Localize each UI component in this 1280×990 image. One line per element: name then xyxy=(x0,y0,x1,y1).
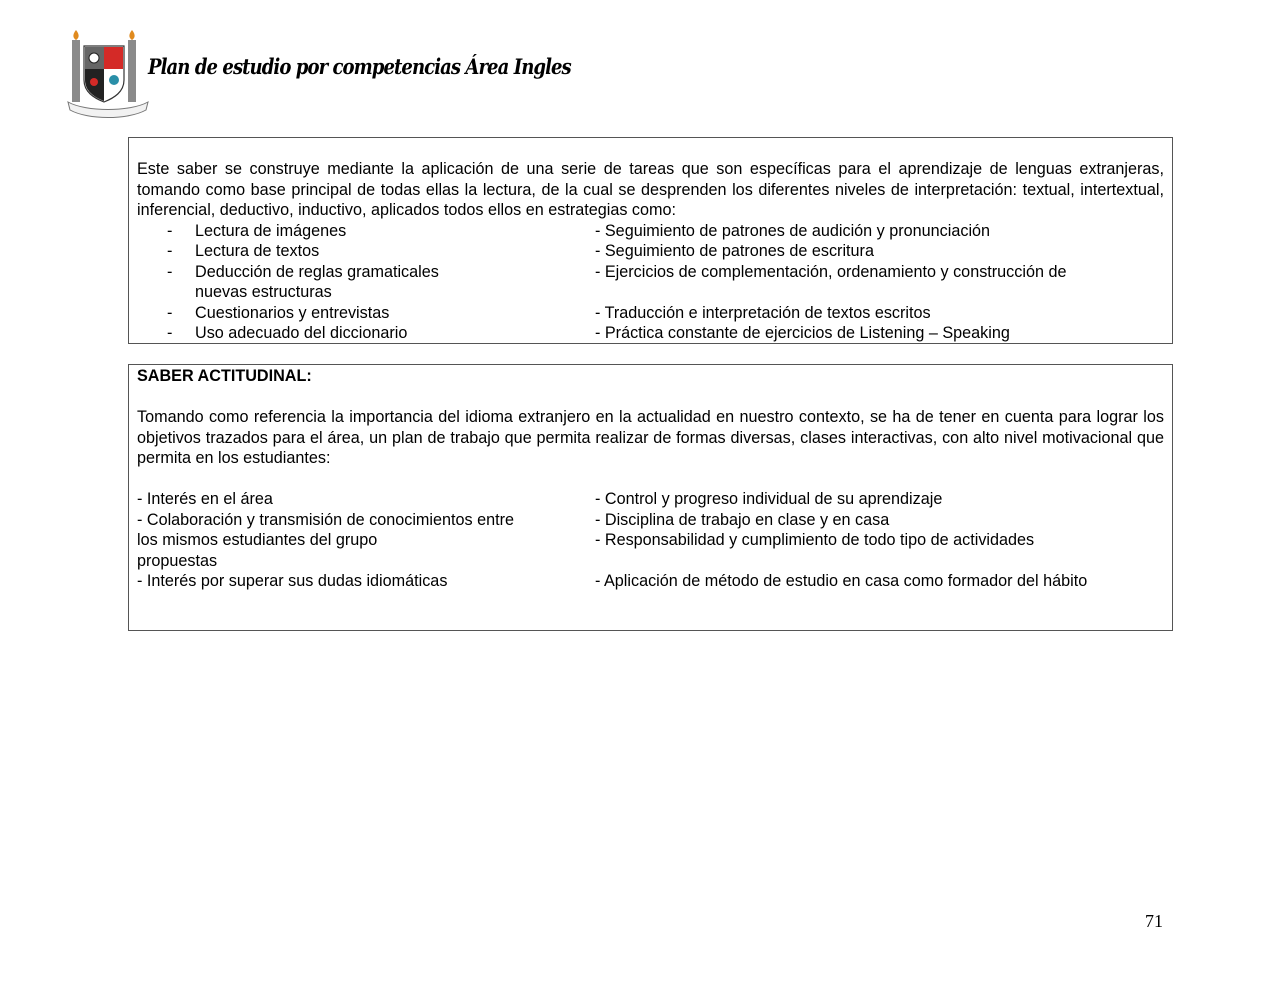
list-item xyxy=(137,323,1164,344)
strategies-intro-paragraph: Este saber se construye mediante la aplicación de una serie de tareas que son específicas para el aprendizaje de lenguas extranjeras, tomando como base principal de todas ellas la lectura, de la cual se desprenden los diferentes niveles de interpretación: textual, intertextual, inferencial, deductivo, inductivo, aplicados todos ellos en estrategias como: xyxy=(137,160,1164,219)
bullet-dash: - xyxy=(167,242,173,260)
strategy-right: - Práctica constante de ejercicios de Listening – Speaking xyxy=(595,324,1010,342)
list-item xyxy=(137,571,1164,592)
list-item xyxy=(137,510,1164,531)
attitude-right: - Disciplina de trabajo en clase y en casa xyxy=(595,510,890,529)
list-item xyxy=(137,221,1164,242)
list-item xyxy=(137,241,1164,262)
strategy-right: - Seguimiento de patrones de escritura xyxy=(595,242,874,260)
strategy-left: Cuestionarios y entrevistas xyxy=(195,303,390,322)
spacer xyxy=(137,469,1164,490)
section-heading: SABER ACTITUDINAL: xyxy=(137,367,312,385)
list-item xyxy=(137,530,1164,551)
strategy-right: - Seguimiento de patrones de audición y pronunciación xyxy=(595,221,991,240)
list-item xyxy=(137,551,1164,572)
bullet-dash: - xyxy=(167,324,173,342)
school-crest-icon xyxy=(66,28,150,122)
strategy-left: Deducción de reglas gramaticales xyxy=(195,262,439,281)
list-item xyxy=(137,303,1164,324)
spacer xyxy=(137,387,1164,408)
attitude-right: - Control y progreso individual de su aprendizaje xyxy=(595,490,943,508)
list-item xyxy=(137,262,1164,283)
page-header xyxy=(66,28,571,122)
page-number: 71 xyxy=(1145,911,1163,931)
attitudinal-paragraph: Tomando como referencia la importancia del idioma extranjero en la actualidad en nuestro contexto, se ha de tener en cuenta para lograr los objetivos trazados para el área, un plan de trabajo que permita realizar de formas diversas, clases interactivas, con alto nivel motivacional que permita en los estudiantes: xyxy=(137,408,1164,467)
attitude-left: - Interés en el área xyxy=(137,490,273,508)
attitude-right: - Responsabilidad y cumplimiento de todo tipo de actividades xyxy=(595,531,1035,549)
strategy-right: - Traducción e interpretación de textos escritos xyxy=(595,303,931,322)
saber-actitudinal-box xyxy=(128,364,1173,631)
list-item xyxy=(137,489,1164,510)
attitude-right: - Aplicación de método de estudio en casa como formador del hábito xyxy=(595,572,1088,590)
attitude-left: propuestas xyxy=(137,551,218,570)
bullet-dash: - xyxy=(167,303,173,322)
strategy-right: - Ejercicios de complementación, ordenamiento y construcción de xyxy=(595,262,1067,281)
strategy-left: Lectura de textos xyxy=(195,242,320,260)
attitude-left: - Interés por superar sus dudas idiomáticas xyxy=(137,572,448,590)
saber-procedimental-box xyxy=(128,137,1173,344)
strategy-left: Uso adecuado del diccionario xyxy=(195,324,408,342)
strategy-continuation: nuevas estructuras xyxy=(195,283,332,301)
bullet-dash: - xyxy=(167,262,173,281)
document-title: Plan de estudio por competencias Área Ingles xyxy=(148,54,571,79)
strategy-left: Lectura de imágenes xyxy=(195,221,347,240)
attitude-left: los mismos estudiantes del grupo xyxy=(137,531,378,549)
bullet-dash: - xyxy=(167,221,173,240)
attitude-left: - Colaboración y transmisión de conocimientos entre xyxy=(137,510,514,529)
